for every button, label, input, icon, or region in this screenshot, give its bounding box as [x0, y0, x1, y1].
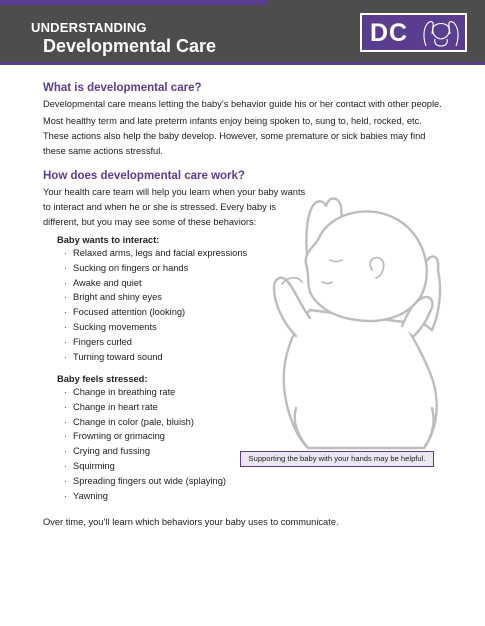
list-item	[64, 385, 226, 400]
list-item	[64, 305, 247, 320]
bullet-dot: ·	[64, 387, 68, 397]
list-item	[64, 400, 226, 415]
list-item-text: Fingers curled	[73, 336, 132, 347]
intro-paragraph-line-1: Most healthy term and late preterm infants enjoy being spoken to, sung to, held, rocked, etc.	[43, 116, 422, 126]
bullet-dot: ·	[64, 416, 68, 427]
dc-logo	[360, 13, 467, 52]
list-item-text: Focused attention (looking)	[73, 307, 186, 318]
header-underline	[0, 62, 485, 65]
list-item	[64, 290, 247, 305]
bullet-dot: ·	[64, 248, 68, 258]
interact-behaviors-list	[64, 246, 247, 364]
list-item-text: Awake and quiet	[73, 277, 142, 288]
bullet-dot: ·	[64, 460, 68, 471]
header-band	[0, 0, 485, 64]
header-kicker: UNDERSTANDING	[31, 20, 147, 35]
bullet-dot: ·	[64, 401, 68, 412]
closing-paragraph: Over time, you’ll learn which behaviors your baby uses to communicate.	[43, 517, 339, 527]
list-item-text: Change in breathing rate	[73, 387, 176, 397]
how-paragraph-line-3: different, but you may see some of these behaviors:	[43, 217, 257, 227]
list-item-text: Change in color (pale, bluish)	[73, 416, 194, 427]
baby-held-in-hands-illustration	[226, 190, 456, 452]
bullet-dot: ·	[64, 336, 68, 347]
how-paragraph-line-1: Your health care team will help you learn when your baby wants	[43, 187, 306, 197]
how-paragraph-line-2: to interact and when he or she is stressed. Every baby is	[43, 202, 277, 212]
list-item-text: Turning toward sound	[73, 351, 163, 362]
illustration-caption: Supporting the baby with your hands may be helpful.	[240, 451, 434, 467]
list-item	[64, 350, 247, 365]
bullet-dot: ·	[64, 321, 68, 332]
list-item	[64, 474, 226, 489]
section-heading-what: What is developmental care?	[43, 82, 202, 94]
bullet-dot: ·	[64, 307, 68, 318]
bullet-dot: ·	[64, 490, 68, 501]
list-item	[64, 489, 226, 504]
bullet-dot: ·	[64, 351, 68, 362]
list-item-text: Frowning or grimacing	[73, 431, 165, 442]
bullet-dot: ·	[64, 431, 68, 442]
section-heading-how: How does developmental care work?	[43, 170, 245, 182]
bullet-dot: ·	[64, 292, 68, 303]
page-title: Developmental Care	[43, 36, 217, 56]
list-item	[64, 261, 247, 276]
bullet-dot: ·	[64, 262, 68, 273]
list-item-text: Relaxed arms, legs and facial expressions	[73, 248, 248, 258]
bullet-dot: ·	[64, 446, 68, 457]
hands-baby-icon	[420, 18, 462, 49]
bullet-dot: ·	[64, 475, 68, 486]
list-item-text: Yawning	[73, 490, 108, 501]
stressed-list-label: Baby feels stressed:	[57, 374, 148, 384]
list-item	[64, 429, 226, 444]
list-item-text: Sucking movements	[73, 321, 157, 332]
list-item	[64, 276, 247, 291]
intro-paragraph-line-2: These actions also help the baby develop. However, some premature or sick babies may find	[43, 131, 426, 141]
list-item-text: Sucking on fingers or hands	[73, 262, 189, 273]
intro-paragraph-line-3: these same actions stressful.	[43, 146, 163, 156]
interact-list-label: Baby wants to interact:	[57, 235, 160, 245]
list-item	[64, 459, 226, 474]
list-item-text: Spreading fingers out wide (splaying)	[73, 475, 226, 486]
list-item	[64, 320, 247, 335]
list-item	[64, 444, 226, 459]
list-item	[64, 415, 226, 430]
list-item	[64, 335, 247, 350]
logo-text: DC	[370, 19, 409, 47]
stressed-behaviors-list	[64, 385, 226, 503]
list-item-text: Bright and shiny eyes	[73, 292, 162, 303]
list-item	[64, 246, 247, 261]
list-item-text: Squirming	[73, 460, 115, 471]
bullet-dot: ·	[64, 277, 68, 288]
definition-paragraph: Developmental care means letting the baby’s behavior guide his or her contact with other people.	[43, 99, 442, 109]
header-accent-line	[0, 0, 268, 5]
list-item-text: Change in heart rate	[73, 401, 158, 412]
list-item-text: Crying and fussing	[73, 446, 150, 457]
